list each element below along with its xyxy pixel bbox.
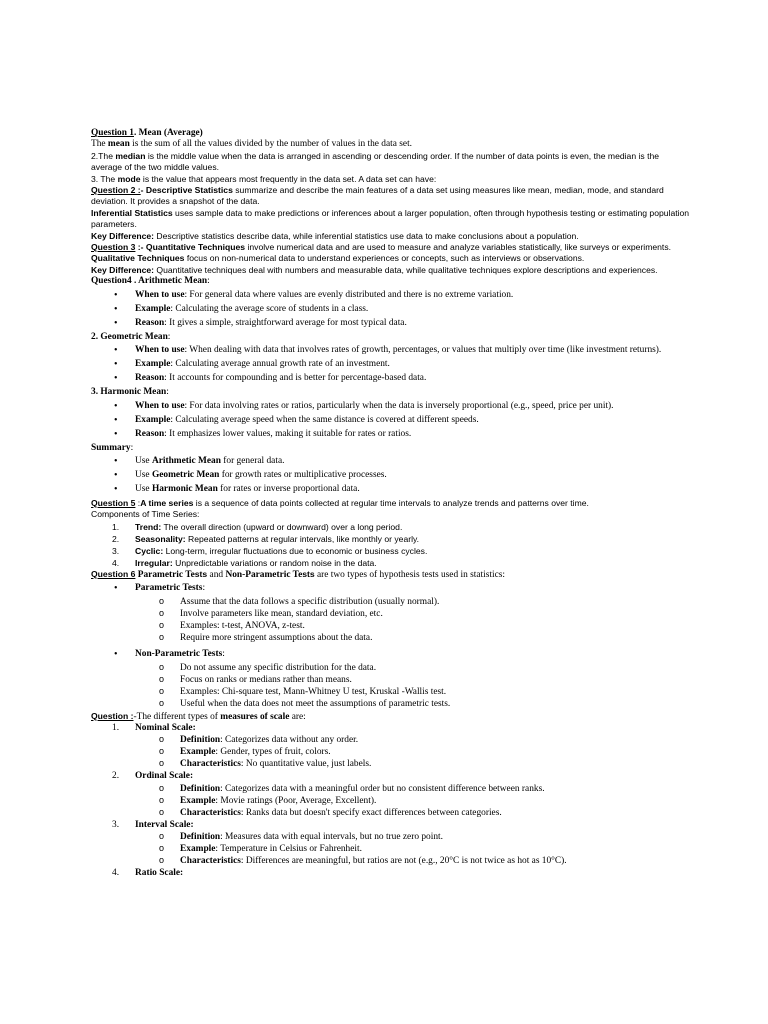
text: : Ranks data but doesn't specify exact differences between categories. — [240, 807, 502, 818]
text: is the sum of all the values divided by the number of values in the data set. — [129, 139, 413, 150]
text: : It emphasizes lower values, making it suitable for rates or ratios. — [164, 428, 412, 439]
text: The overall direction (upward or downward) over a long period. — [161, 521, 403, 532]
label: Reason — [135, 317, 165, 328]
q2-term: - Descriptive Statistics — [140, 185, 233, 196]
q1-mean-line — [91, 139, 691, 150]
label: Characteristics — [180, 759, 241, 770]
list-item — [91, 415, 691, 426]
item-number: 3. — [112, 545, 120, 556]
list-item — [91, 521, 691, 533]
text: : — [222, 648, 225, 659]
text: : — [207, 276, 210, 287]
q6-term-parametric: Parametric Te — [135, 569, 195, 580]
list-item — [91, 557, 691, 569]
label: Parametric Tests — [135, 583, 203, 594]
text: : Gender, types of fruit, colors. — [215, 747, 331, 758]
text: : — [135, 497, 141, 508]
label: Non-Parametric Tests — [135, 648, 223, 659]
list-item — [91, 784, 691, 795]
text: for growth rates or multiplicative processes. — [219, 469, 387, 480]
q1-title: . Mean (Average) — [133, 128, 203, 138]
q5-components-list — [91, 521, 691, 569]
text: Use — [135, 455, 152, 466]
label: Geometric Mean — [151, 469, 220, 480]
scale-sublist — [91, 832, 691, 867]
text: Quantitative techniques deal with numbers and measurable data, while qualitative techniques explore descriptions and experiences. — [154, 264, 658, 275]
term-mode: mode — [117, 173, 141, 184]
q4-gm-list — [91, 345, 691, 384]
text: : Differences are meaningful, but ratios are not (e.g., 20°C is not twice as hot as 10°C). — [240, 856, 567, 867]
list-item: o Examples: t-test, ANOVA, z-test. — [91, 621, 691, 632]
list-item — [91, 844, 691, 855]
q4-hm-title: 3. Harmonic Mean — [91, 387, 167, 398]
label: Arithmetic Mean — [151, 455, 221, 466]
text: : No quantitative value, just labels. — [240, 759, 372, 770]
q2-inferential-term: Inferential Statistics — [91, 207, 173, 218]
q3-term: :- Quantitative Techniques — [135, 242, 246, 253]
list-item — [91, 318, 691, 329]
text: and — [207, 569, 226, 580]
q2-key-difference — [91, 231, 691, 242]
list-item — [91, 808, 691, 819]
text: Long-term, irregular fluctuations due to economic or business cycles. — [163, 545, 428, 556]
q4-hm-heading — [91, 387, 691, 398]
list-item — [91, 304, 691, 315]
item-number: 2. — [112, 771, 120, 782]
list-item: o Require more stringent assumptions about the data. — [91, 633, 691, 644]
list-item — [91, 470, 691, 481]
q5-paragraph — [91, 498, 691, 509]
list-item — [91, 533, 691, 545]
text: are: — [289, 711, 306, 722]
text: : Calculating average speed when the same distance is covered at different speeds. — [170, 414, 479, 425]
text: Use — [135, 483, 152, 494]
q3-paragraph — [91, 242, 691, 253]
label: Cyclic: — [135, 545, 164, 556]
item-number: 3. — [112, 819, 120, 830]
label: Irregular: — [135, 557, 173, 568]
text: : Temperature in Celsius or Fahrenheit. — [215, 844, 362, 855]
label: Example — [135, 303, 171, 314]
list-item: o Examples: Chi-square test, Mann-Whitney U test, Kruskal -Wallis test. — [91, 687, 691, 698]
label: Example — [135, 414, 171, 425]
text: : Movie ratings (Poor, Average, Excellent). — [215, 795, 377, 806]
text: : It accounts for compounding and is better for percentage-based data. — [164, 373, 427, 384]
q2-key-term: Key Difference: — [91, 230, 155, 241]
text: are two types of hypothesis tests used in statistics: — [314, 569, 506, 580]
text: : — [180, 868, 184, 879]
q2-paragraph — [91, 185, 691, 208]
q3-qualitative — [91, 253, 691, 264]
q3-qual-term: Qualitative Techniques — [91, 253, 185, 264]
item-number: 2. — [112, 533, 120, 544]
scale-item — [91, 868, 691, 880]
text: : — [189, 771, 194, 782]
q5-heading: Question 5 — [91, 497, 136, 508]
list-item — [91, 583, 691, 594]
text: is the middle value when the data is arranged in ascending or descending order. If the number of data points is even, the median is the average of the two middle values. — [91, 150, 660, 173]
q3-key-difference — [91, 265, 691, 276]
list-item — [91, 832, 691, 843]
scale-title: Interval Scale — [135, 819, 191, 830]
list-item — [91, 359, 691, 370]
text: for rates or inverse proportional data. — [217, 483, 360, 494]
label: Reason — [135, 428, 165, 439]
q6-term-nonparametric: Non-Parametric Te — [225, 569, 303, 580]
term-median: median — [115, 150, 146, 161]
text: : Calculating average annual growth rate of an investment. — [170, 359, 390, 370]
list-item — [91, 856, 691, 867]
text: : Categorizes data with a meaningful order but no consistent difference between ranks. — [220, 783, 545, 794]
list-item: o Useful when the data does not meet the assumptions of parametric tests. — [91, 699, 691, 710]
text: : Measures data with equal intervals, but no true zero point. — [220, 832, 443, 843]
list-item — [91, 401, 691, 412]
q1-mode-line — [91, 174, 691, 185]
q7-term: measures of scale — [220, 711, 290, 722]
text: Descriptive statistics describe data, while inferential statistics use data to make conclusions about a population. — [154, 230, 579, 241]
q5-term: A time series — [140, 497, 194, 508]
q6-test-list — [91, 649, 691, 660]
term-mean: mean — [107, 139, 130, 150]
list-item — [91, 345, 691, 356]
label: Characteristics — [180, 856, 241, 867]
scale-item — [91, 820, 691, 832]
text: Use — [135, 469, 152, 480]
label: Example — [180, 795, 216, 806]
text: is the value that appears most frequently in the data set. A data set can have: — [140, 173, 437, 184]
q4-summary-title: Summary — [91, 442, 131, 453]
text: summarize and describe the main features of a data set using measures like mean, median, mode, and standard deviation. It provides a snapshot of the data. — [91, 185, 664, 207]
scale-title: Ratio Scale — [135, 868, 181, 879]
text: is a sequence of data points collected at regular time intervals to analyze trends and patterns over time. — [193, 497, 589, 508]
text: : When dealing with data that involves rates of growth, percentages, or values that multiply over time (like investment returns). — [184, 345, 662, 356]
label: Definition — [180, 832, 221, 843]
item-number: 1. — [112, 521, 120, 532]
q4-summary-list — [91, 456, 691, 495]
q4-gm-heading — [91, 332, 691, 343]
document-page — [91, 128, 691, 880]
scale-sublist — [91, 784, 691, 819]
q6-parametric-sublist — [91, 597, 691, 644]
text: uses sample data to make predictions or inferences about a larger population, often through hypothesis testing or estimating population parameters. — [91, 207, 690, 230]
label: Definition — [180, 783, 221, 794]
list-item — [91, 429, 691, 440]
list-item — [91, 484, 691, 495]
label: Example — [180, 747, 216, 758]
q3-key-term: Key Difference: — [91, 264, 155, 275]
label: Definition — [180, 735, 221, 746]
label: Characteristics — [180, 807, 241, 818]
text: 3. The — [91, 173, 118, 184]
text: : — [167, 331, 171, 342]
text: 2.The — [91, 150, 116, 161]
list-item — [91, 796, 691, 807]
q5-components-title: Components of Time Series: — [91, 509, 200, 520]
scale-item — [91, 723, 691, 735]
text: sts — [194, 568, 208, 579]
list-item — [91, 747, 691, 758]
text: : It gives a simple, straightforward average for most typical data. — [164, 317, 407, 328]
list-item: o Assume that the data follows a specific distribution (usually normal). — [91, 597, 691, 608]
q4-am-list — [91, 290, 691, 329]
q4-gm-title: 2. Geometric Mean — [91, 331, 168, 342]
list-item: o Focus on ranks or medians rather than means. — [91, 675, 691, 686]
label: When to use — [135, 289, 185, 300]
text: focus on non-numerical data to understand experiences or concepts, such as interviews or observations. — [184, 253, 585, 264]
text: : Categorizes data without any order. — [220, 735, 359, 746]
text: involve numerical data and are used to measure and analyze variables statistically, like surveys or experiments. — [245, 242, 672, 253]
list-item — [91, 759, 691, 770]
list-item — [91, 290, 691, 301]
q2-inferential — [91, 208, 691, 231]
list-item — [91, 373, 691, 384]
label: Reason — [135, 373, 165, 384]
list-item — [91, 649, 691, 660]
list-item: o Do not assume any specific distribution for the data. — [91, 663, 691, 674]
text: : For general data where values are evenly distributed and there is no extreme variation. — [184, 289, 514, 300]
list-item — [91, 456, 691, 467]
text: Repeated patterns at regular intervals, like monthly or yearly. — [185, 533, 420, 544]
list-item — [91, 735, 691, 746]
q4-am-heading — [91, 276, 691, 287]
q6-heading: Question 6 — [91, 568, 136, 579]
text: : — [130, 442, 134, 453]
label: Trend: — [135, 521, 162, 532]
q7-heading: Question : — [91, 710, 134, 721]
label: Example — [180, 844, 216, 855]
q6-nonparametric-sublist — [91, 663, 691, 710]
q4-summary-heading — [91, 443, 691, 454]
item-number: 4. — [112, 557, 120, 568]
q3-heading: Question 3 — [91, 242, 136, 253]
label: Seasonality: — [135, 533, 186, 544]
list-item: o Involve parameters like mean, standard deviation, etc. — [91, 609, 691, 620]
text: Unpredictable variations or random noise in the data. — [172, 557, 377, 568]
label: When to use — [135, 400, 185, 411]
label: Harmonic Mean — [151, 483, 218, 494]
scale-title: Ordinal Scale — [135, 771, 190, 782]
q7-paragraph — [91, 711, 691, 723]
q4-am-title: Question4 . Arithmetic Mean — [91, 276, 208, 287]
text: : — [192, 722, 196, 733]
q1-heading: Question 1 — [91, 128, 134, 138]
q2-heading: Question 2 : — [91, 185, 141, 196]
text: -The different types of — [133, 711, 221, 722]
label: When to use — [135, 345, 185, 356]
q6-paragraph — [91, 569, 691, 581]
label: Example — [135, 359, 171, 370]
scale-title: Nominal Scale — [135, 722, 193, 733]
scale-sublist — [91, 735, 691, 770]
q1-median-line — [91, 151, 691, 174]
q4-hm-list — [91, 401, 691, 440]
item-number: 1. — [112, 722, 120, 733]
list-item — [91, 545, 691, 557]
text: : Calculating the average score of students in a class. — [170, 303, 369, 314]
q6-test-list — [91, 583, 691, 594]
text: for general data. — [220, 455, 285, 466]
text: : For data involving rates or ratios, particularly when the data is inversely proportional (e.g., speed, price per unit). — [184, 400, 614, 411]
text: : — [166, 387, 169, 398]
text: : — [190, 819, 194, 830]
text: sts — [302, 568, 315, 579]
text: : — [202, 583, 206, 594]
item-number: 4. — [112, 868, 120, 879]
q1-heading-line — [91, 128, 691, 139]
scale-item — [91, 771, 691, 783]
text: The — [91, 139, 108, 150]
